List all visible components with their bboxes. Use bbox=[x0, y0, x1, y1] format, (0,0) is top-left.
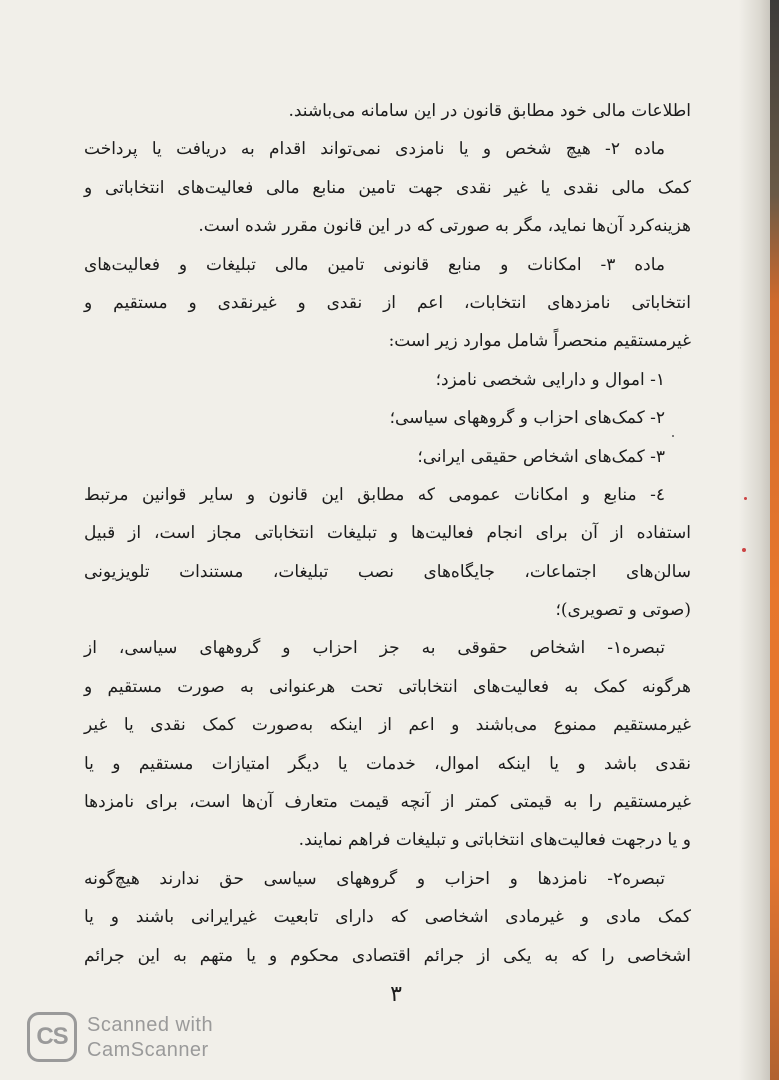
red-mark bbox=[742, 548, 746, 552]
list-item: ۱- اموال و دارایی شخصی نامزد؛ bbox=[435, 369, 665, 390]
text-line: نقدی باشد و یا اینکه اموال، خدمات یا دیگر امتیازات مستقیم و یا bbox=[84, 753, 691, 774]
camscanner-logo: CS bbox=[27, 1012, 77, 1062]
text-line: غیرمستقیم منحصراً شامل موارد زیر است: bbox=[388, 331, 691, 352]
text-line: ماده ۲- هیچ شخص و یا نامزدی نمی‌تواند اقدام به دریافت یا پرداخت bbox=[84, 139, 665, 160]
list-item: ٤- منابع و امکانات عمومی که مطابق این قانون و سایر قوانین مرتبط bbox=[84, 484, 665, 505]
text-line: (صوتی و تصویری)؛ bbox=[555, 600, 691, 621]
ink-speck bbox=[672, 435, 674, 437]
text-line: استفاده از آن برای انجام فعالیت‌ها و تبلیغات انتخاباتی مجاز است، از قبیل bbox=[84, 523, 691, 544]
text-line: انتخاباتی نامزدهای انتخابات، اعم از نقدی و غیرنقدی و مستقیم و bbox=[84, 292, 691, 313]
text-line: و یا درجهت فعالیت‌های انتخاباتی و تبلیغات فراهم نمایند. bbox=[298, 830, 691, 851]
text-line: تبصره۲- نامزدها و احزاب و گروههای سیاسی حق ندارند هیچ‌گونه bbox=[84, 868, 665, 889]
text-line: هرگونه کمک به فعالیت‌های انتخاباتی تحت هرعنوانی به صورت مستقیم و bbox=[84, 676, 691, 697]
text-line: اطلاعات مالی خود مطابق قانون در این سامانه می‌باشند. bbox=[288, 101, 691, 121]
watermark-line: Scanned with bbox=[87, 1014, 214, 1036]
text-line: غیرمستقیم را به قیمتی کمتر از آنچه قیمت متعارف آن‌ها است، برای نامزدها bbox=[84, 792, 691, 813]
text-line: هزینه‌کرد آن‌ها نماید، مگر به صورتی که در این قانون مقرر شده است. bbox=[198, 216, 691, 237]
text-line: اشخاصی را که به یکی از جرائم اقتصادی محکوم و یا متهم به این جرائم bbox=[84, 945, 691, 966]
book-edge bbox=[770, 0, 779, 1080]
list-item: ۳- کمک‌های اشخاص حقیقی ایرانی؛ bbox=[417, 446, 665, 467]
watermark-line: CamScanner bbox=[87, 1039, 209, 1061]
text-line: کمک مالی نقدی یا غیر نقدی جهت تامین منابع مالی فعالیت‌های انتخاباتی و bbox=[84, 177, 691, 198]
list-item: ۲- کمک‌های احزاب و گروههای سیاسی؛ bbox=[389, 408, 665, 429]
text-line: تبصره۱- اشخاص حقوقی به جز احزاب و گروههای سیاسی، از bbox=[84, 638, 665, 659]
red-mark bbox=[744, 497, 747, 500]
text-line: ماده ۳- امکانات و منابع قانونی تامین مالی تبلیغات و فعالیت‌های bbox=[84, 254, 665, 275]
document-body bbox=[84, 92, 691, 975]
text-line: غیرمستقیم ممنوع می‌باشند و اعم از اینکه به‌صورت کمک نقدی یا غیر bbox=[84, 715, 691, 736]
text-line: کمک مادی و غیرمادی اشخاصی که دارای تابعیت غیرایرانی باشند و یا bbox=[84, 907, 691, 928]
text-line: سالن‌های اجتماعات، جایگاه‌های نصب تبلیغات، مستندات تلویزیونی bbox=[84, 561, 691, 582]
page-number: ۳ bbox=[390, 982, 402, 1007]
scanner-watermark bbox=[87, 1013, 213, 1063]
